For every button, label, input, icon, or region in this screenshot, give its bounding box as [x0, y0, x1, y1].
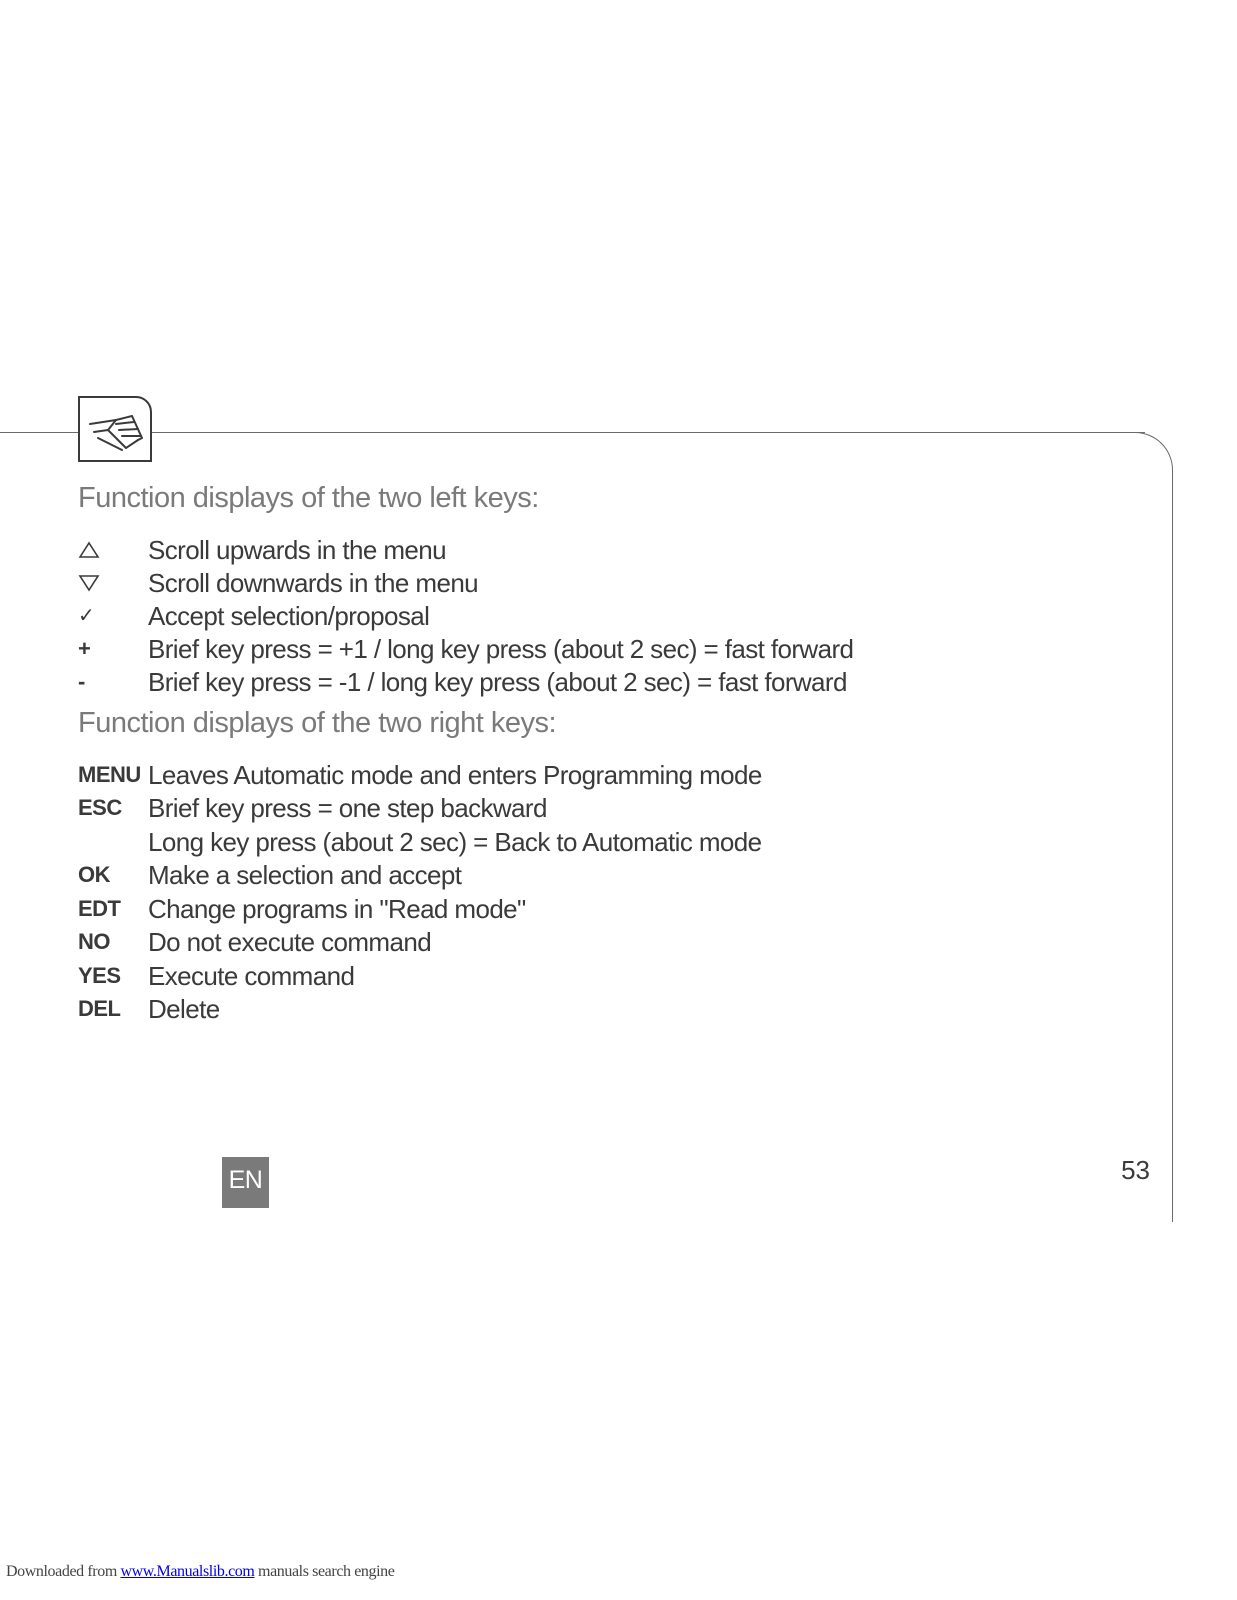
- item-description: Brief key press = one step backward: [148, 793, 547, 823]
- list-item: [78, 666, 1078, 698]
- list-item: [78, 859, 1078, 891]
- minus-symbol: -: [78, 669, 85, 694]
- item-description: Delete: [148, 994, 220, 1024]
- list-item: [78, 792, 1078, 824]
- key-label: DEL: [78, 996, 121, 1021]
- footer-prefix: Downloaded from: [6, 1563, 121, 1580]
- item-description: Execute command: [148, 961, 355, 991]
- list-item: [78, 534, 1078, 566]
- frame-corner: [1133, 432, 1173, 472]
- item-description: Leaves Automatic mode and enters Programming mode: [148, 760, 762, 790]
- key-label: OK: [78, 862, 110, 887]
- key-label: ESC: [78, 795, 122, 820]
- footer-suffix: manuals search engine: [254, 1563, 395, 1580]
- checkmark-icon: ✓: [78, 605, 95, 627]
- page-number: 53: [1121, 1155, 1150, 1185]
- hand-pointer-icon: [78, 396, 152, 462]
- item-description: Long key press (about 2 sec) = Back to Automatic mode: [148, 827, 762, 857]
- item-description: Change programs in "Read mode": [148, 894, 526, 924]
- header-rule: [0, 432, 1145, 433]
- item-description: Brief key press = -1 / long key press (about 2 sec) = fast forward: [148, 667, 847, 697]
- list-item: [78, 759, 1078, 791]
- list-item: [78, 893, 1078, 925]
- key-label: YES: [78, 963, 121, 988]
- item-description: Make a selection and accept: [148, 860, 462, 890]
- item-description: Accept selection/proposal: [148, 601, 430, 631]
- item-description: Brief key press = +1 / long key press (about 2 sec) = fast forward: [148, 634, 854, 664]
- key-label: NO: [78, 929, 110, 954]
- left-keys-heading: Function displays of the two left keys:: [78, 482, 539, 514]
- item-description: Scroll downwards in the menu: [148, 568, 479, 598]
- manualslib-link[interactable]: www.Manualslib.com: [120, 1563, 255, 1580]
- item-description: Do not execute command: [148, 927, 432, 957]
- frame-right-rule: [1172, 470, 1173, 1222]
- item-description: Scroll upwards in the menu: [148, 535, 446, 565]
- list-item: [78, 633, 1078, 665]
- language-badge: EN: [222, 1157, 269, 1208]
- list-item: [78, 600, 1078, 632]
- key-label: MENU: [78, 762, 141, 787]
- list-item: [78, 926, 1078, 958]
- list-item: [78, 567, 1078, 599]
- right-keys-heading: Function displays of the two right keys:: [78, 707, 557, 739]
- key-label: EDT: [78, 896, 121, 921]
- footer-text: [6, 1563, 394, 1581]
- list-item: [78, 960, 1078, 992]
- plus-symbol: +: [78, 636, 91, 661]
- list-item: [78, 993, 1078, 1025]
- list-item: [78, 826, 1078, 858]
